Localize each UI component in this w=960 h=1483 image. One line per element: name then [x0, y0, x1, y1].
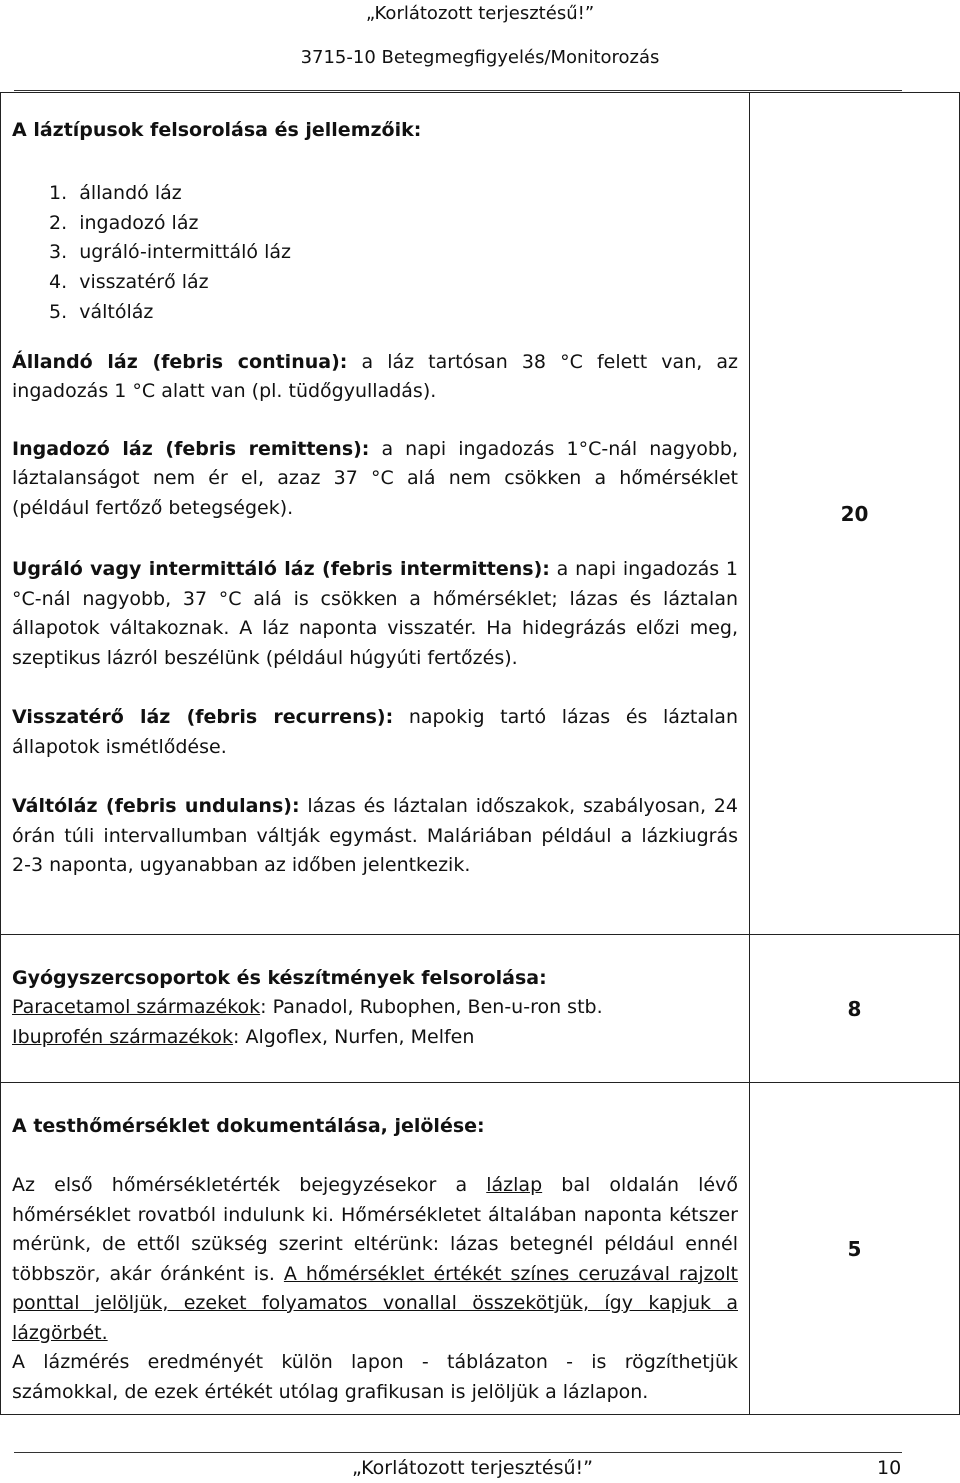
footer-divider	[14, 1452, 902, 1453]
paragraph-intermittens	[12, 555, 738, 673]
drug-products: : Algoflex, Nurfen, Melfen	[233, 1025, 475, 1048]
drug-line	[12, 993, 738, 1023]
fever-type-list	[12, 179, 738, 328]
term: Állandó láz (febris continua):	[12, 350, 348, 373]
definition: a láz tartósan 38 °C felett van, az ingadozás 1 °C alatt van (pl. tüdőgyulladás).	[12, 350, 738, 403]
definition: a napi ingadozás 1°C-nál nagyobb, láztalanságot nem ér el, azaz 37 °C alá nem csökken a hőmérséklet (például fertőző betegségek).	[12, 437, 739, 519]
score-value: 8	[750, 935, 960, 1083]
content-cell	[1, 93, 750, 935]
term-lazlap: lázlap	[486, 1174, 543, 1196]
drug-group: Ibuprofén származékok	[12, 1025, 234, 1048]
paragraph-remittens	[12, 435, 738, 524]
footer-notice: „Korlátozott terjesztésű!”	[352, 1457, 593, 1479]
paragraph-recording: A lázmérés eredményét külön lapon - táblázaton - is rögzíthetjük számokkal, de ezek értékét utólag grafikusan is jelöljük a lázlapon.	[12, 1351, 738, 1403]
content-cell	[1, 1083, 750, 1415]
section-title: Gyógyszercsoportok és készítmények felsorolása:	[12, 967, 547, 989]
section-title: A láztípusok felsorolása és jellemzőik:	[12, 119, 422, 141]
list-item: 3. ugráló-intermittáló láz	[49, 241, 291, 264]
paragraph-undulans	[12, 792, 738, 881]
drug-group: Paracetamol származékok	[12, 996, 261, 1018]
term: Váltóláz (febris undulans):	[12, 795, 300, 818]
list-item: 4. visszatérő láz	[49, 271, 209, 294]
header-notice: „Korlátozott terjesztésű!”	[365, 3, 595, 24]
content-cell	[1, 935, 750, 1083]
text: bal oldalán lévő hőmérséklet rovatból indulunk ki. Hőmérsékletet általában naponta kétszer mérünk, de ettől szükség szerint eltérünk: lázas betegnél például ennél többször, akár óránként is.	[12, 1174, 738, 1285]
table-row	[1, 1083, 960, 1415]
term: Ugráló vagy intermittáló láz (febris intermittens):	[12, 558, 550, 581]
list-item: 2. ingadozó láz	[49, 211, 199, 234]
drug-products: : Panadol, Rubophen, Ben-u-ron stb.	[260, 996, 603, 1018]
table-row	[1, 93, 960, 935]
header-module-title: 3715-10 Betegmegfigyelés/Monitorozás	[300, 47, 660, 68]
header-divider	[14, 90, 902, 91]
term: Visszatérő láz (febris recurrens):	[12, 706, 394, 729]
list-item: 5. váltóláz	[49, 300, 154, 323]
answer-key-table	[0, 92, 960, 1415]
page-number: 10	[877, 1457, 902, 1479]
score-value: 5	[750, 1083, 960, 1415]
table-row	[1, 935, 960, 1083]
definition: lázas és láztalan időszakok, szabályosan, 24 órán túli intervallumban váltják egymást. Maláriában például a lázkiugrás 2-3 naponta, ugyanabban az időben jelentkezik.	[12, 795, 738, 877]
drug-line	[12, 1023, 738, 1053]
term: Ingadozó láz (febris remittens):	[12, 437, 370, 460]
paragraph-recurrens	[12, 703, 738, 762]
underlined-sentence: A hőmérséklet értékét színes ceruzával rajzolt ponttal jelöljük, ezeket folyamatos vonallal összekötjük, így kapjuk a lázgörbét.	[12, 1262, 738, 1344]
text: Az első hőmérsékletérték bejegyzésekor a	[12, 1174, 487, 1196]
paragraph-continua	[12, 348, 738, 407]
definition: a napi ingadozás 1 °C-nál nagyobb, 37 °C alá is csökken a hőmérséklet; lázas és láztalan állapotok váltakoznak. A láz naponta visszatér. Ha hidegrázás előzi meg, szeptikus lázról beszélünk (például húgyúti fertőzés).	[12, 558, 739, 669]
paragraph-documentation	[12, 1171, 738, 1348]
score-value: 20	[750, 93, 960, 935]
list-item: 1. állandó láz	[49, 182, 182, 204]
section-title: A testhőmérséklet dokumentálása, jelölése:	[12, 1115, 485, 1137]
definition: napokig tartó lázas és láztalan állapotok ismétlődése.	[12, 706, 738, 758]
